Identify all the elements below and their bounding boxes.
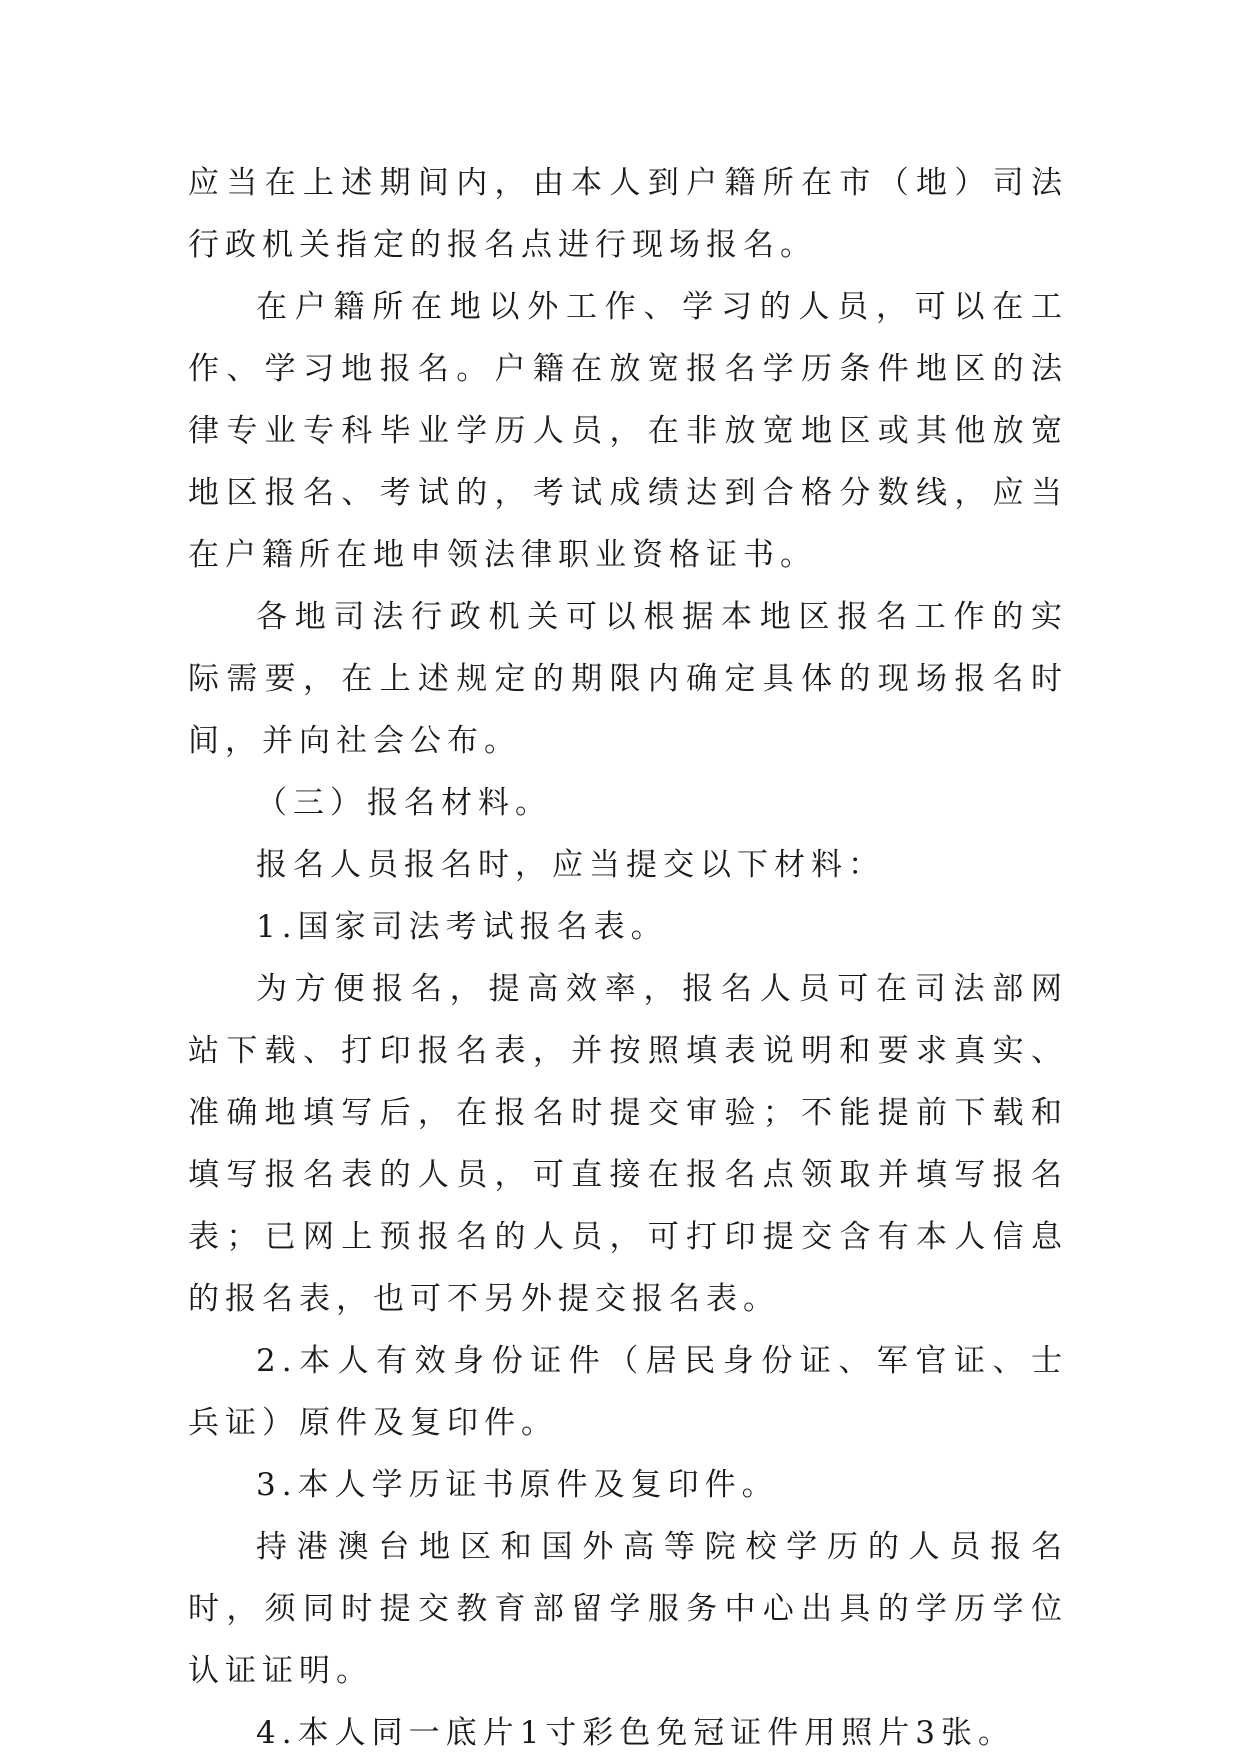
list-item-education-certificate: 3.本人学历证书原件及复印件。 bbox=[256, 1467, 779, 1503]
paragraph-form-download: 为方便报名，提高效率，报名人员可在司法部网站下载、打印报名表，并按照填表说明和要求真实、准确地填写后，在报名时提交审验；不能提前下载和填写报名表的人员，可直接在报名点领取并填写报名表；已网上预报名的人员，可打印提交含有本人信息的报名表，也可不另外提交报名表。 bbox=[188, 971, 1068, 1317]
document-body bbox=[188, 152, 1068, 1764]
list-item-id-document: 2.本人有效身份证件（居民身份证、军官证、士兵证）原件及复印件。 bbox=[188, 1343, 1068, 1441]
list-item-photos: 4.本人同一底片1寸彩色免冠证件用照片3张。 bbox=[256, 1715, 1016, 1751]
paragraph-local-schedule: 各地司法行政机关可以根据本地区报名工作的实际需要，在上述规定的期限内确定具体的现场报名时间，并向社会公布。 bbox=[188, 599, 1068, 759]
list-item-registration-form: 1.国家司法考试报名表。 bbox=[256, 909, 668, 945]
paragraph-registration-location: 应当在上述期间内，由本人到户籍所在市（地）司法行政机关指定的报名点进行现场报名。 bbox=[188, 165, 1068, 263]
paragraph-materials-intro: 报名人员报名时，应当提交以下材料： bbox=[256, 847, 885, 883]
paragraph-work-study-location: 在户籍所在地以外工作、学习的人员，可以在工作、学习地报名。户籍在放宽报名学历条件地区的法律专业专科毕业学历人员，在非放宽地区或其他放宽地区报名、考试的，考试成绩达到合格分数线，应当在户籍所在地申领法律职业资格证书。 bbox=[188, 289, 1068, 573]
paragraph-foreign-degree: 持港澳台地区和国外高等院校学历的人员报名时，须同时提交教育部留学服务中心出具的学历学位认证证明。 bbox=[188, 1529, 1068, 1689]
section-heading-materials: （三）报名材料。 bbox=[256, 785, 552, 821]
